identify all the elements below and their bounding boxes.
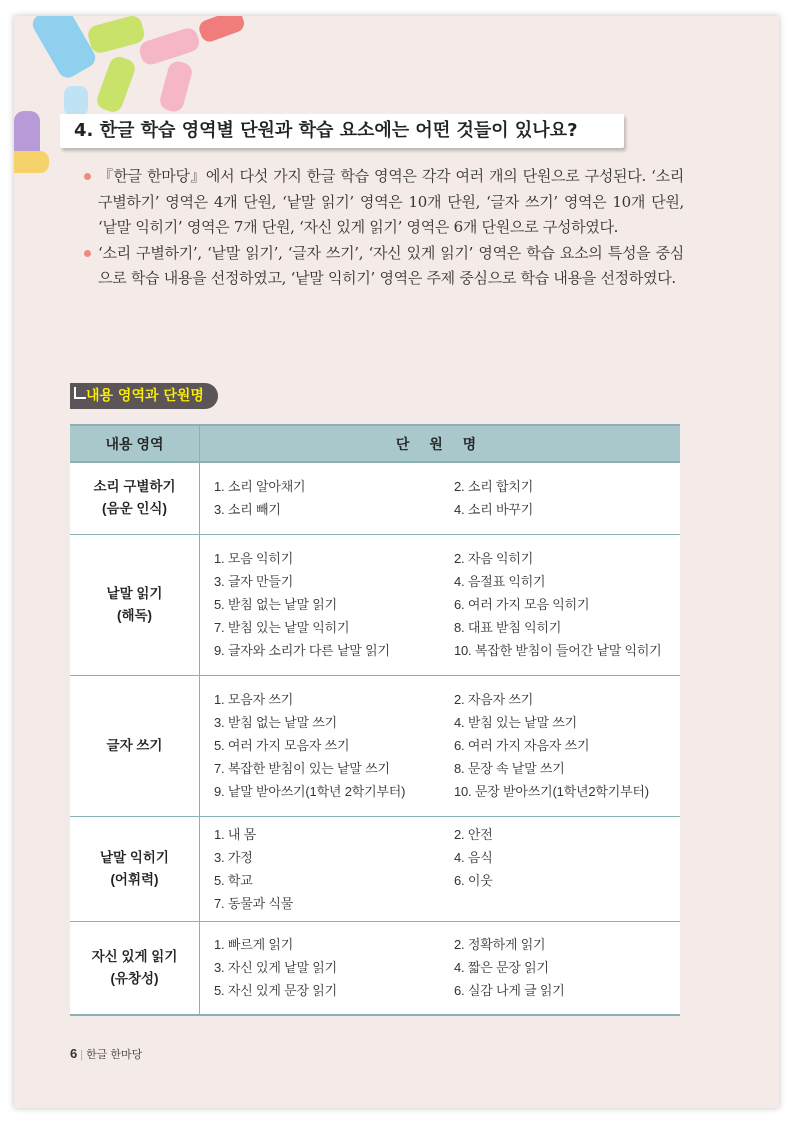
area-line: (해독) — [116, 607, 153, 623]
unit-item: 7. 받침 있는 낱말 익히기 — [214, 620, 350, 635]
bullet-text: 『한글 한마당』에서 다섯 가지 한글 학습 영역은 각각 여러 개의 단원으로 구성된다. ‘소리 구별하기’ 영역은 4개 단원, ‘낱말 읽기’ 영역은 10개 단원, ‘글자 쓰기’ 영역은 10개 단원, ‘낱말 익히기’ 영역은 7개 단원, ‘자신 있게 읽기’ 영역은 6개 단원으로 구성하였다. — [98, 167, 684, 236]
unit-item: 4. 소리 바꾸기 — [454, 502, 534, 518]
unit-item: 2. 안전 — [454, 826, 493, 842]
corner-arrow-icon — [74, 387, 86, 399]
units-cell — [200, 921, 681, 1015]
units-cell — [200, 816, 681, 921]
unit-item — [454, 892, 680, 915]
unit-item: 2. 자음 익히기 — [454, 551, 534, 566]
units-grid — [214, 475, 680, 521]
bullet-text: ‘소리 구별하기’, ‘낱말 읽기’, ‘글자 쓰기’, ‘자신 있게 읽기’ 영역은 학습 요소의 특성을 중심으로 학습 내용을 선정하였고, ‘낱말 익히기’ 영역은 주제 중심으로 학습 내용을 선정하였다. — [98, 243, 684, 287]
section-label-text: 내용 영역과 단원명 — [86, 388, 204, 404]
unit-item: 1. 내 몸 — [214, 826, 256, 842]
area-cell — [70, 921, 200, 1015]
unit-item: 6. 이웃 — [454, 872, 493, 888]
units-cell — [200, 462, 681, 534]
header-area: 내용 영역 — [70, 425, 200, 462]
unit-item: 6. 실감 나게 글 읽기 — [454, 983, 565, 999]
unit-item: 1. 모음자 쓰기 — [214, 692, 294, 707]
bullet-list — [84, 164, 684, 292]
table-row — [70, 462, 680, 534]
unit-item: 1. 빠르게 읽기 — [214, 937, 294, 953]
unit-item: 2. 자음자 쓰기 — [454, 692, 534, 707]
table-header-row — [70, 425, 680, 462]
bullet-item — [84, 164, 684, 241]
unit-item: 5. 여러 가지 모음자 쓰기 — [214, 738, 350, 753]
unit-item: 7. 복잡한 받침이 있는 낱말 쓰기 — [214, 761, 390, 776]
table-row — [70, 816, 680, 921]
unit-item: 4. 짧은 문장 읽기 — [454, 960, 549, 976]
area-line: 소리 구별하기 — [93, 479, 176, 495]
area-line: (유창성) — [110, 970, 159, 986]
area-line: 자신 있게 읽기 — [91, 948, 178, 964]
unit-item: 7. 동물과 식물 — [214, 895, 294, 911]
unit-item: 4. 받침 있는 낱말 쓰기 — [454, 715, 577, 730]
unit-item: 3. 소리 빼기 — [214, 502, 281, 518]
units-grid — [214, 933, 680, 1002]
unit-item: 6. 여러 가지 모음 익히기 — [454, 597, 590, 612]
area-line: (음운 인식) — [102, 501, 167, 517]
area-line: 글자 쓰기 — [106, 737, 163, 753]
unit-item: 9. 글자와 소리가 다른 낱말 읽기 — [214, 643, 390, 658]
unit-item: 1. 모음 익히기 — [214, 551, 294, 566]
unit-item: 6. 여러 가지 자음자 쓰기 — [454, 738, 590, 753]
unit-item: 8. 문장 속 낱말 쓰기 — [454, 761, 565, 776]
area-line: (어휘력) — [110, 871, 159, 887]
unit-item: 4. 음절표 익히기 — [454, 574, 546, 589]
unit-item: 3. 가정 — [214, 849, 253, 865]
bullet-dot-icon — [84, 250, 91, 257]
table-row — [70, 534, 680, 675]
units-grid — [214, 547, 680, 662]
unit-item: 5. 학교 — [214, 872, 253, 888]
section-label — [70, 383, 218, 409]
unit-item: 10. 문장 받아쓰기(1학년2학기부터) — [454, 784, 649, 799]
unit-item: 2. 소리 합치기 — [454, 479, 534, 495]
area-cell — [70, 534, 200, 675]
document-page — [14, 16, 779, 1108]
area-cell — [70, 462, 200, 534]
units-cell — [200, 675, 681, 816]
table-row — [70, 921, 680, 1015]
unit-item: 3. 글자 만들기 — [214, 574, 294, 589]
footer-separator: | — [80, 1049, 84, 1061]
book-title: 한글 한마당 — [86, 1049, 143, 1061]
unit-item: 3. 자신 있게 낱말 읽기 — [214, 960, 337, 976]
bullet-item — [84, 241, 684, 292]
unit-item: 5. 받침 없는 낱말 읽기 — [214, 597, 337, 612]
units-cell — [200, 534, 681, 675]
area-line: 낱말 읽기 — [106, 585, 163, 601]
unit-item: 4. 음식 — [454, 849, 493, 865]
page-footer — [70, 1046, 142, 1062]
area-line: 낱말 익히기 — [100, 849, 169, 865]
area-cell — [70, 816, 200, 921]
unit-item: 8. 대표 받침 익히기 — [454, 620, 562, 635]
header-units: 단 원 명 — [200, 425, 681, 462]
unit-item: 9. 낱말 받아쓰기(1학년 2학기부터) — [214, 784, 406, 799]
units-grid — [214, 688, 680, 803]
area-cell — [70, 675, 200, 816]
unit-item: 1. 소리 알아채기 — [214, 479, 306, 495]
question-title: 4. 한글 학습 영역별 단원과 학습 요소에는 어떤 것들이 있나요? — [60, 114, 624, 148]
unit-item: 3. 받침 없는 낱말 쓰기 — [214, 715, 337, 730]
table-row — [70, 675, 680, 816]
units-table — [70, 424, 680, 1016]
unit-item: 10. 복잡한 받침이 들어간 낱말 익히기 — [454, 643, 662, 658]
unit-item: 5. 자신 있게 문장 읽기 — [214, 983, 337, 999]
unit-item: 2. 정확하게 읽기 — [454, 937, 546, 953]
bullet-dot-icon — [84, 173, 91, 180]
units-grid — [214, 823, 680, 915]
page-number: 6 — [70, 1046, 78, 1061]
